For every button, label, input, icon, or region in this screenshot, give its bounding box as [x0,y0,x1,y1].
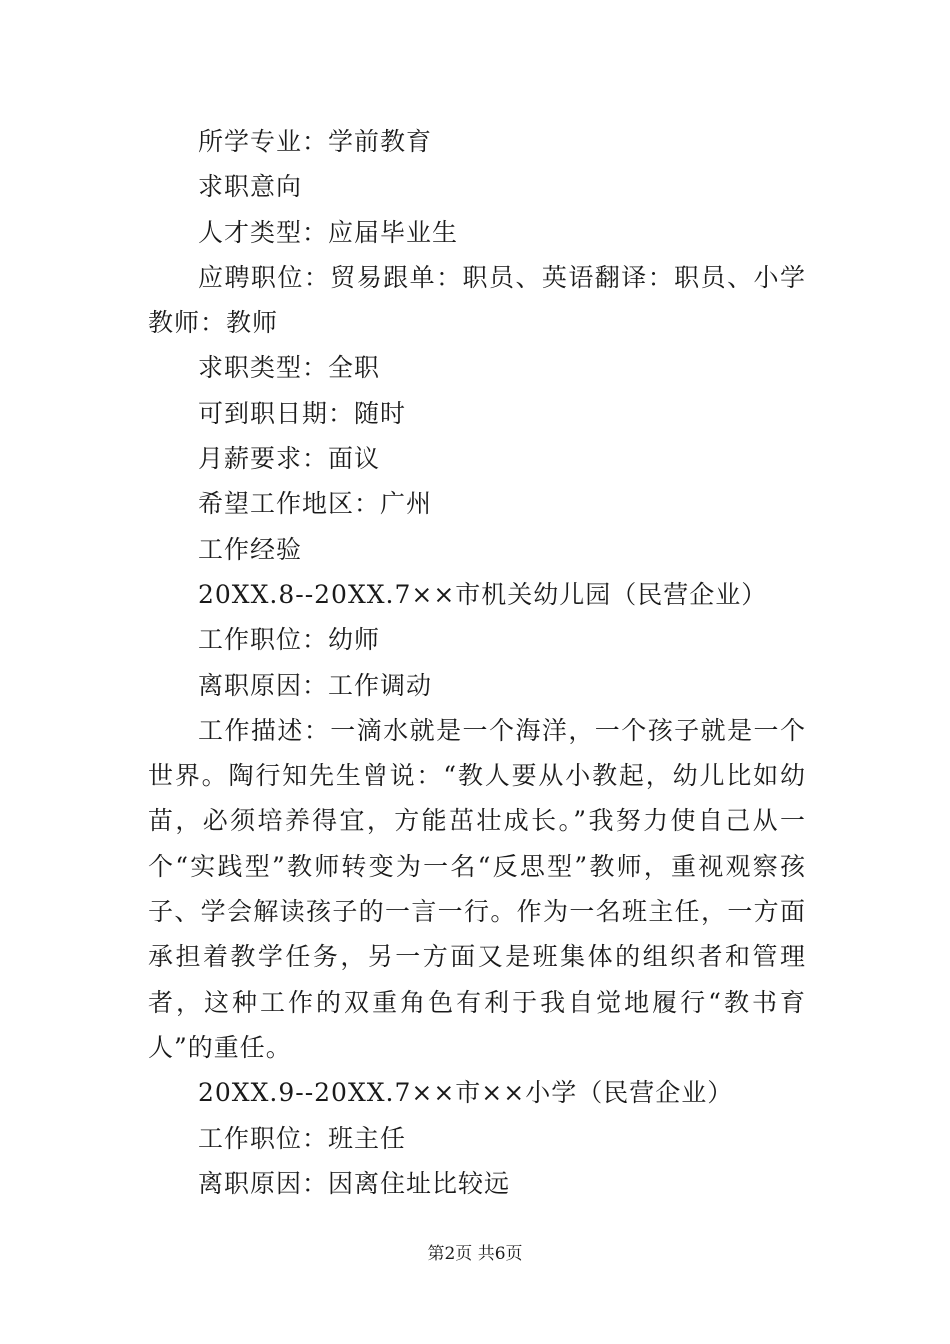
job2-leave-reason-line: 离职原因：因离住址比较远 [198,1168,511,1198]
job1-position-line: 工作职位：幼师 [198,625,381,655]
work-experience-heading: 工作经验 [198,534,303,564]
resume-body [148,119,806,1206]
job1-leave-reason-line: 离职原因：工作调动 [198,670,433,700]
positions-paragraph: 应聘职位：贸易跟单：职员、英语翻译：职员、小学教师：教师 [148,262,806,338]
salary-line: 月薪要求：面议 [198,444,381,474]
job1-description-paragraph: 工作描述：一滴水就是一个海洋，一个孩子就是一个世界。陶行知先生曾说：“教人要从小教起，幼儿比如幼苗，必须培养得宜，方能茁壮成长。”我努力使自己从一个“实践型”教师转变为一名“反思型”教师，重视观察孩子、学会解读孩子的一言一行。作为一名班主任，一方面承担着教学任务，另一方面又是班集体的组织者和管理者，这种工作的双重角色有利于我自觉地履行“教书育人”的重任。 [148,715,806,1062]
job2-position-line: 工作职位：班主任 [198,1123,407,1153]
page-footer: 第2页 共6页 [427,1244,523,1264]
major-line: 所学专业：学前教育 [198,127,433,156]
job-intent-heading: 求职意向 [198,172,303,202]
job2-period-line: 20XX.9--20XX.7××市××小学（民营企业） [198,1078,734,1108]
location-line: 希望工作地区：广州 [198,489,433,519]
job1-period-line: 20XX.8--20XX.7××市机关幼儿园（民营企业） [198,579,768,609]
available-date-line: 可到职日期：随时 [198,398,407,428]
job-type-line: 求职类型：全职 [198,353,381,383]
talent-type-line: 人才类型：应届毕业生 [198,217,459,247]
